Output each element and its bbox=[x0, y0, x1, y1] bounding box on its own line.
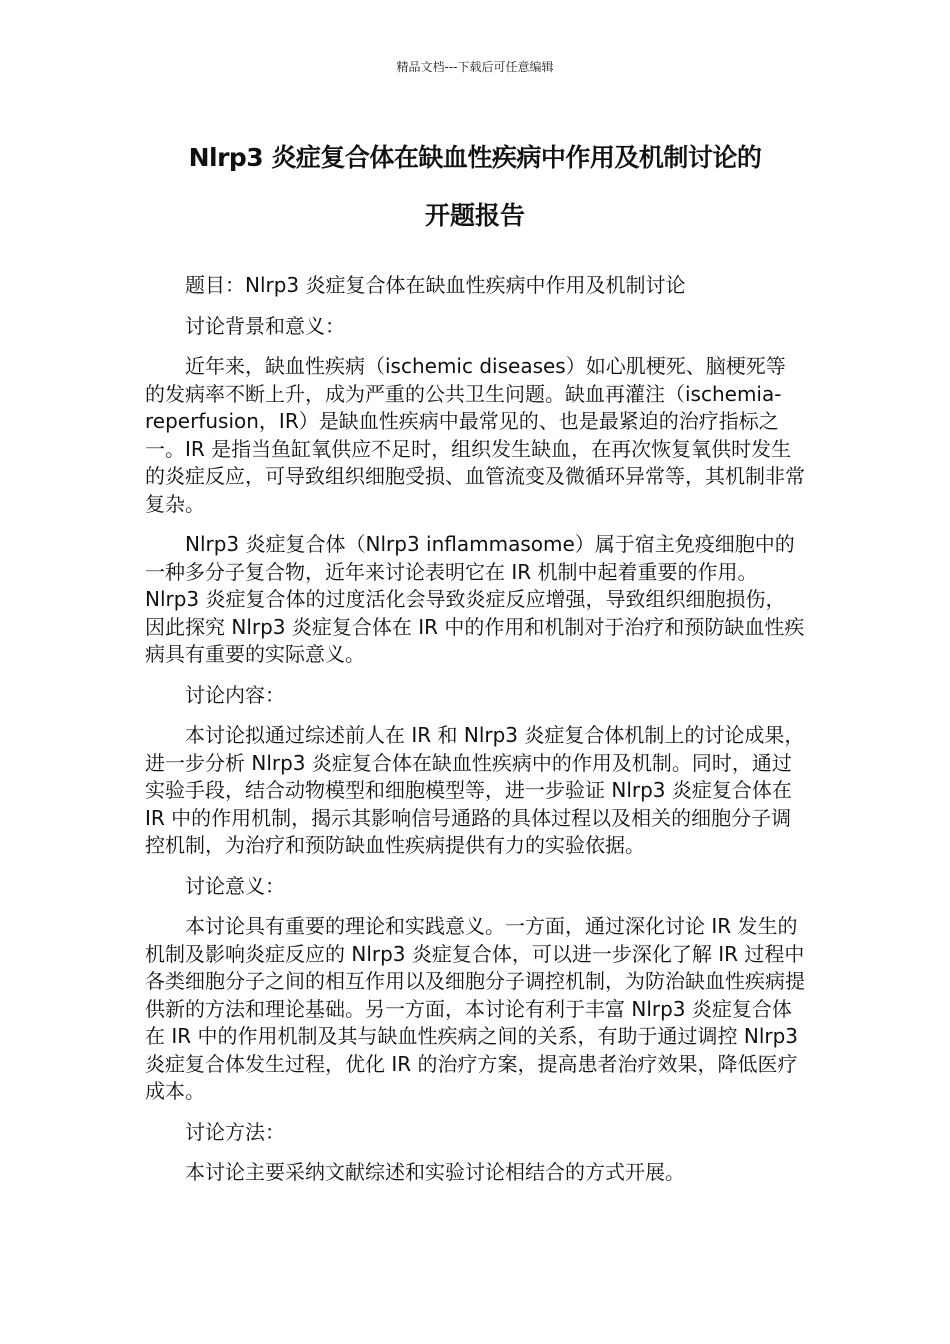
document-title-line-1: Nlrp3 炎症复合体在缺血性疾病中作用及机制讨论的 bbox=[188, 143, 762, 172]
section-heading-background: 讨论背景和意义： bbox=[185, 313, 345, 338]
document-body bbox=[145, 272, 805, 1200]
page-header: 精品文档---下载后可任意编辑 bbox=[396, 60, 554, 74]
document-title-line-2: 开题报告 bbox=[424, 201, 525, 230]
section-heading-content: 讨论内容： bbox=[185, 682, 285, 707]
paragraph-background-1: 近年来，缺血性疾病（ischemic diseases）如心肌梗死、脑梗死等的发病率不断上升，成为严重的公共卫生问题。缺血再灌注（ischemia-reperfusion，IR）是缺血性疾病中最常见的、也是最紧迫的治疗指标之一。IR 是指当鱼缸氧供应不足时，组织发生缺血，在再次恢复氧供时发生的炎症反应，可导致组织细胞受损、血管流变及微循环异常等，其机制非常复杂。 bbox=[145, 354, 805, 516]
topic-line: 题目：Nlrp3 炎症复合体在缺血性疾病中作用及机制讨论 bbox=[185, 273, 686, 297]
paragraph-significance: 本讨论具有重要的理论和实践意义。一方面，通过深化讨论 IR 发生的机制及影响炎症反应的 Nlrp3 炎症复合体，可以进一步深化了解 IR 过程中各类细胞分子之间的相互作用以及细胞分子调控机制，为防治缺血性疾病提供新的方法和理论基础。另一方面，本讨论有利于丰富 Nlrp3 炎症复合体在 IR 中的作用机制及其与缺血性疾病之间的关系，有助于通过调控 Nlrp3 炎症复合体发生过程，优化 IR 的治疗方案，提高患者治疗效果，降低医疗成本。 bbox=[145, 914, 805, 1103]
section-heading-method: 讨论方法： bbox=[185, 1119, 285, 1144]
paragraph-method: 本讨论主要采纳文献综述和实验讨论相结合的方式开展。 bbox=[185, 1160, 685, 1184]
paragraph-content: 本讨论拟通过综述前人在 IR 和 Nlrp3 炎症复合体机制上的讨论成果，进一步分析 Nlrp3 炎症复合体在缺血性疾病中的作用及机制。同时，通过实验手段，结合动物模型和细胞模型等，进一步验证 Nlrp3 炎症复合体在 IR 中的作用机制，揭示其影响信号通路的具体过程以及相关的细胞分子调控机制，为治疗和预防缺血性疾病提供有力的实验依据。 bbox=[145, 723, 805, 857]
paragraph-background-2: Nlrp3 炎症复合体（Nlrp3 inflammasome）属于宿主免疫细胞中的一种多分子复合物，近年来讨论表明它在 IR 机制中起着重要的作用。Nlrp3 炎症复合体的过度活化会导致炎症反应增强，导致组织细胞损伤，因此探究 Nlrp3 炎症复合体在 IR 中的作用和机制对于治疗和预防缺血性疾病具有重要的实际意义。 bbox=[145, 532, 805, 666]
section-heading-significance: 讨论意义： bbox=[185, 873, 285, 898]
